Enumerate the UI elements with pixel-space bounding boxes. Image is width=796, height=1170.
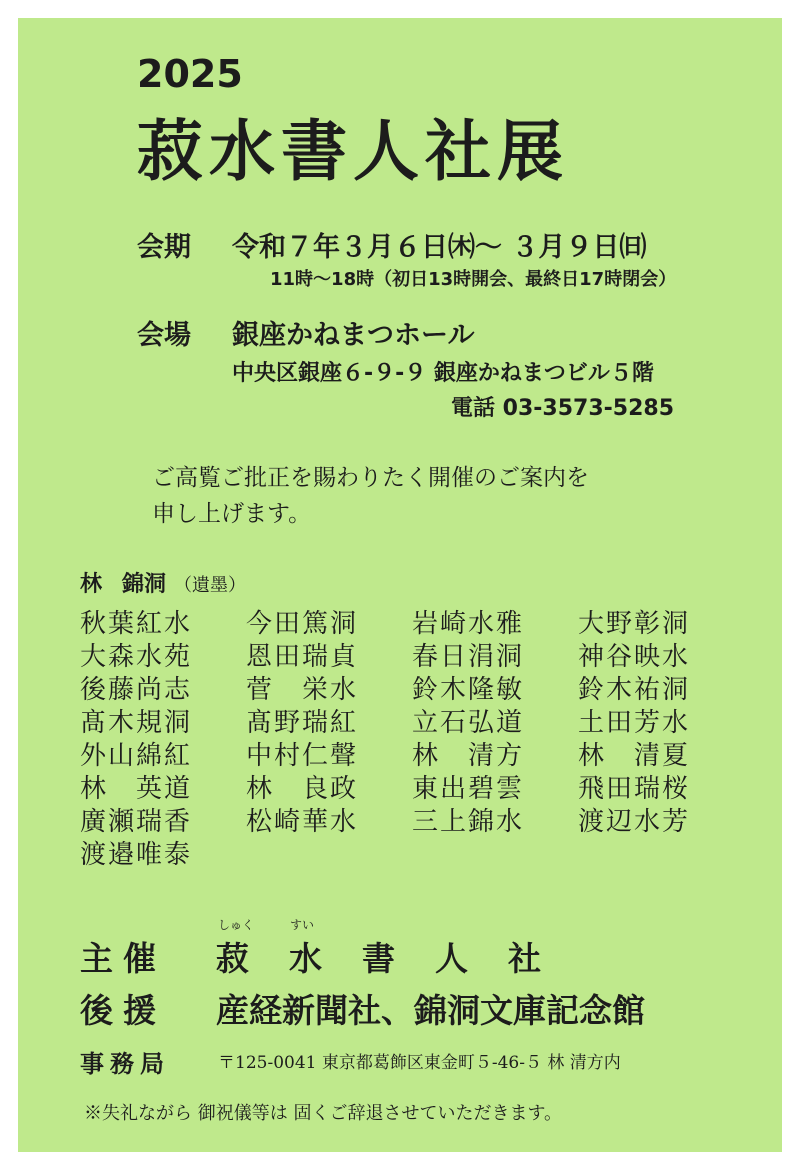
member-name: 髙野瑞紅 bbox=[246, 708, 359, 738]
member-name: 東出碧雲 bbox=[412, 774, 525, 804]
member-name: 後藤尚志 bbox=[80, 675, 193, 705]
member-name: 三上錦水 bbox=[412, 807, 525, 837]
office-label: 事務局 bbox=[80, 1050, 170, 1078]
member-name: 林 良政 bbox=[246, 774, 359, 804]
member-name: 林 清方 bbox=[412, 741, 525, 771]
memorial-family-name: 林 bbox=[80, 572, 103, 597]
member-name: 髙木規洞 bbox=[80, 708, 193, 738]
member-name: 林 英道 bbox=[80, 774, 193, 804]
member-name: 岩崎水雅 bbox=[412, 609, 525, 639]
greeting-line-1: ご高覧ご批正を賜わりたく開催のご案内を bbox=[152, 465, 589, 491]
support-label: 後援 bbox=[80, 991, 166, 1030]
period-hours: 11時～18時（初日13時開会、最終日17時閉会） bbox=[270, 269, 677, 290]
exhibition-year: 2025 bbox=[137, 52, 243, 96]
memorial-given-name: 錦洞 bbox=[122, 572, 167, 597]
member-name: 外山綿紅 bbox=[80, 741, 193, 771]
member-name: 菅 栄水 bbox=[246, 675, 359, 705]
member-name: 中村仁聲 bbox=[246, 741, 359, 771]
period-label: 会期 bbox=[137, 232, 191, 263]
venue-label: 会場 bbox=[137, 320, 191, 351]
member-name: 今田篤洞 bbox=[246, 609, 359, 639]
member-name: 立石弘道 bbox=[412, 708, 525, 738]
exhibition-title: 菽水書人社展 bbox=[137, 113, 569, 190]
member-list bbox=[80, 603, 760, 870]
period-dates: 令和７年３月６日㈭～ ３月９日㈰ bbox=[232, 232, 647, 263]
member-name: 神谷映水 bbox=[578, 642, 691, 672]
member-name: 松崎華水 bbox=[246, 807, 359, 837]
host-ruby: しゅく すい bbox=[218, 918, 315, 932]
member-name: 廣瀬瑞香 bbox=[80, 807, 193, 837]
venue-telephone: 電話 03-3573-5285 bbox=[451, 396, 674, 421]
member-name: 大野彰洞 bbox=[578, 609, 691, 639]
memorial-note: （遺墨） bbox=[174, 575, 247, 596]
member-name: 鈴木祐洞 bbox=[578, 675, 691, 705]
venue-name: 銀座かねまつホール bbox=[232, 320, 475, 351]
member-name: 恩田瑞貞 bbox=[246, 642, 359, 672]
member-name: 鈴木隆敏 bbox=[412, 675, 525, 705]
support-name: 産経新聞社、錦洞文庫記念館 bbox=[216, 991, 645, 1030]
member-name: 渡邉唯泰 bbox=[80, 840, 193, 870]
memorial-entry bbox=[80, 567, 246, 598]
venue-address: 中央区銀座６-９-９ 銀座かねまつビル５階 bbox=[232, 361, 654, 386]
member-name: 林 清夏 bbox=[578, 741, 691, 771]
host-name: 菽水書人社 bbox=[216, 939, 581, 978]
gift-decline-notice: ※失礼ながら 御祝儀等は 固くご辞退させていただきます。 bbox=[84, 1103, 563, 1124]
member-name: 土田芳水 bbox=[578, 708, 691, 738]
member-name: 秋葉紅水 bbox=[80, 609, 193, 639]
office-address: 〒125-0041 東京都葛飾区東金町５-46-５ 林 清方内 bbox=[218, 1053, 621, 1073]
member-name: 飛田瑞桜 bbox=[578, 774, 691, 804]
host-label: 主催 bbox=[80, 939, 166, 978]
member-name: 渡辺水芳 bbox=[578, 807, 691, 837]
member-name: 大森水苑 bbox=[80, 642, 193, 672]
greeting-line-2: 申し上げます。 bbox=[152, 501, 312, 527]
member-name: 春日涓洞 bbox=[412, 642, 525, 672]
